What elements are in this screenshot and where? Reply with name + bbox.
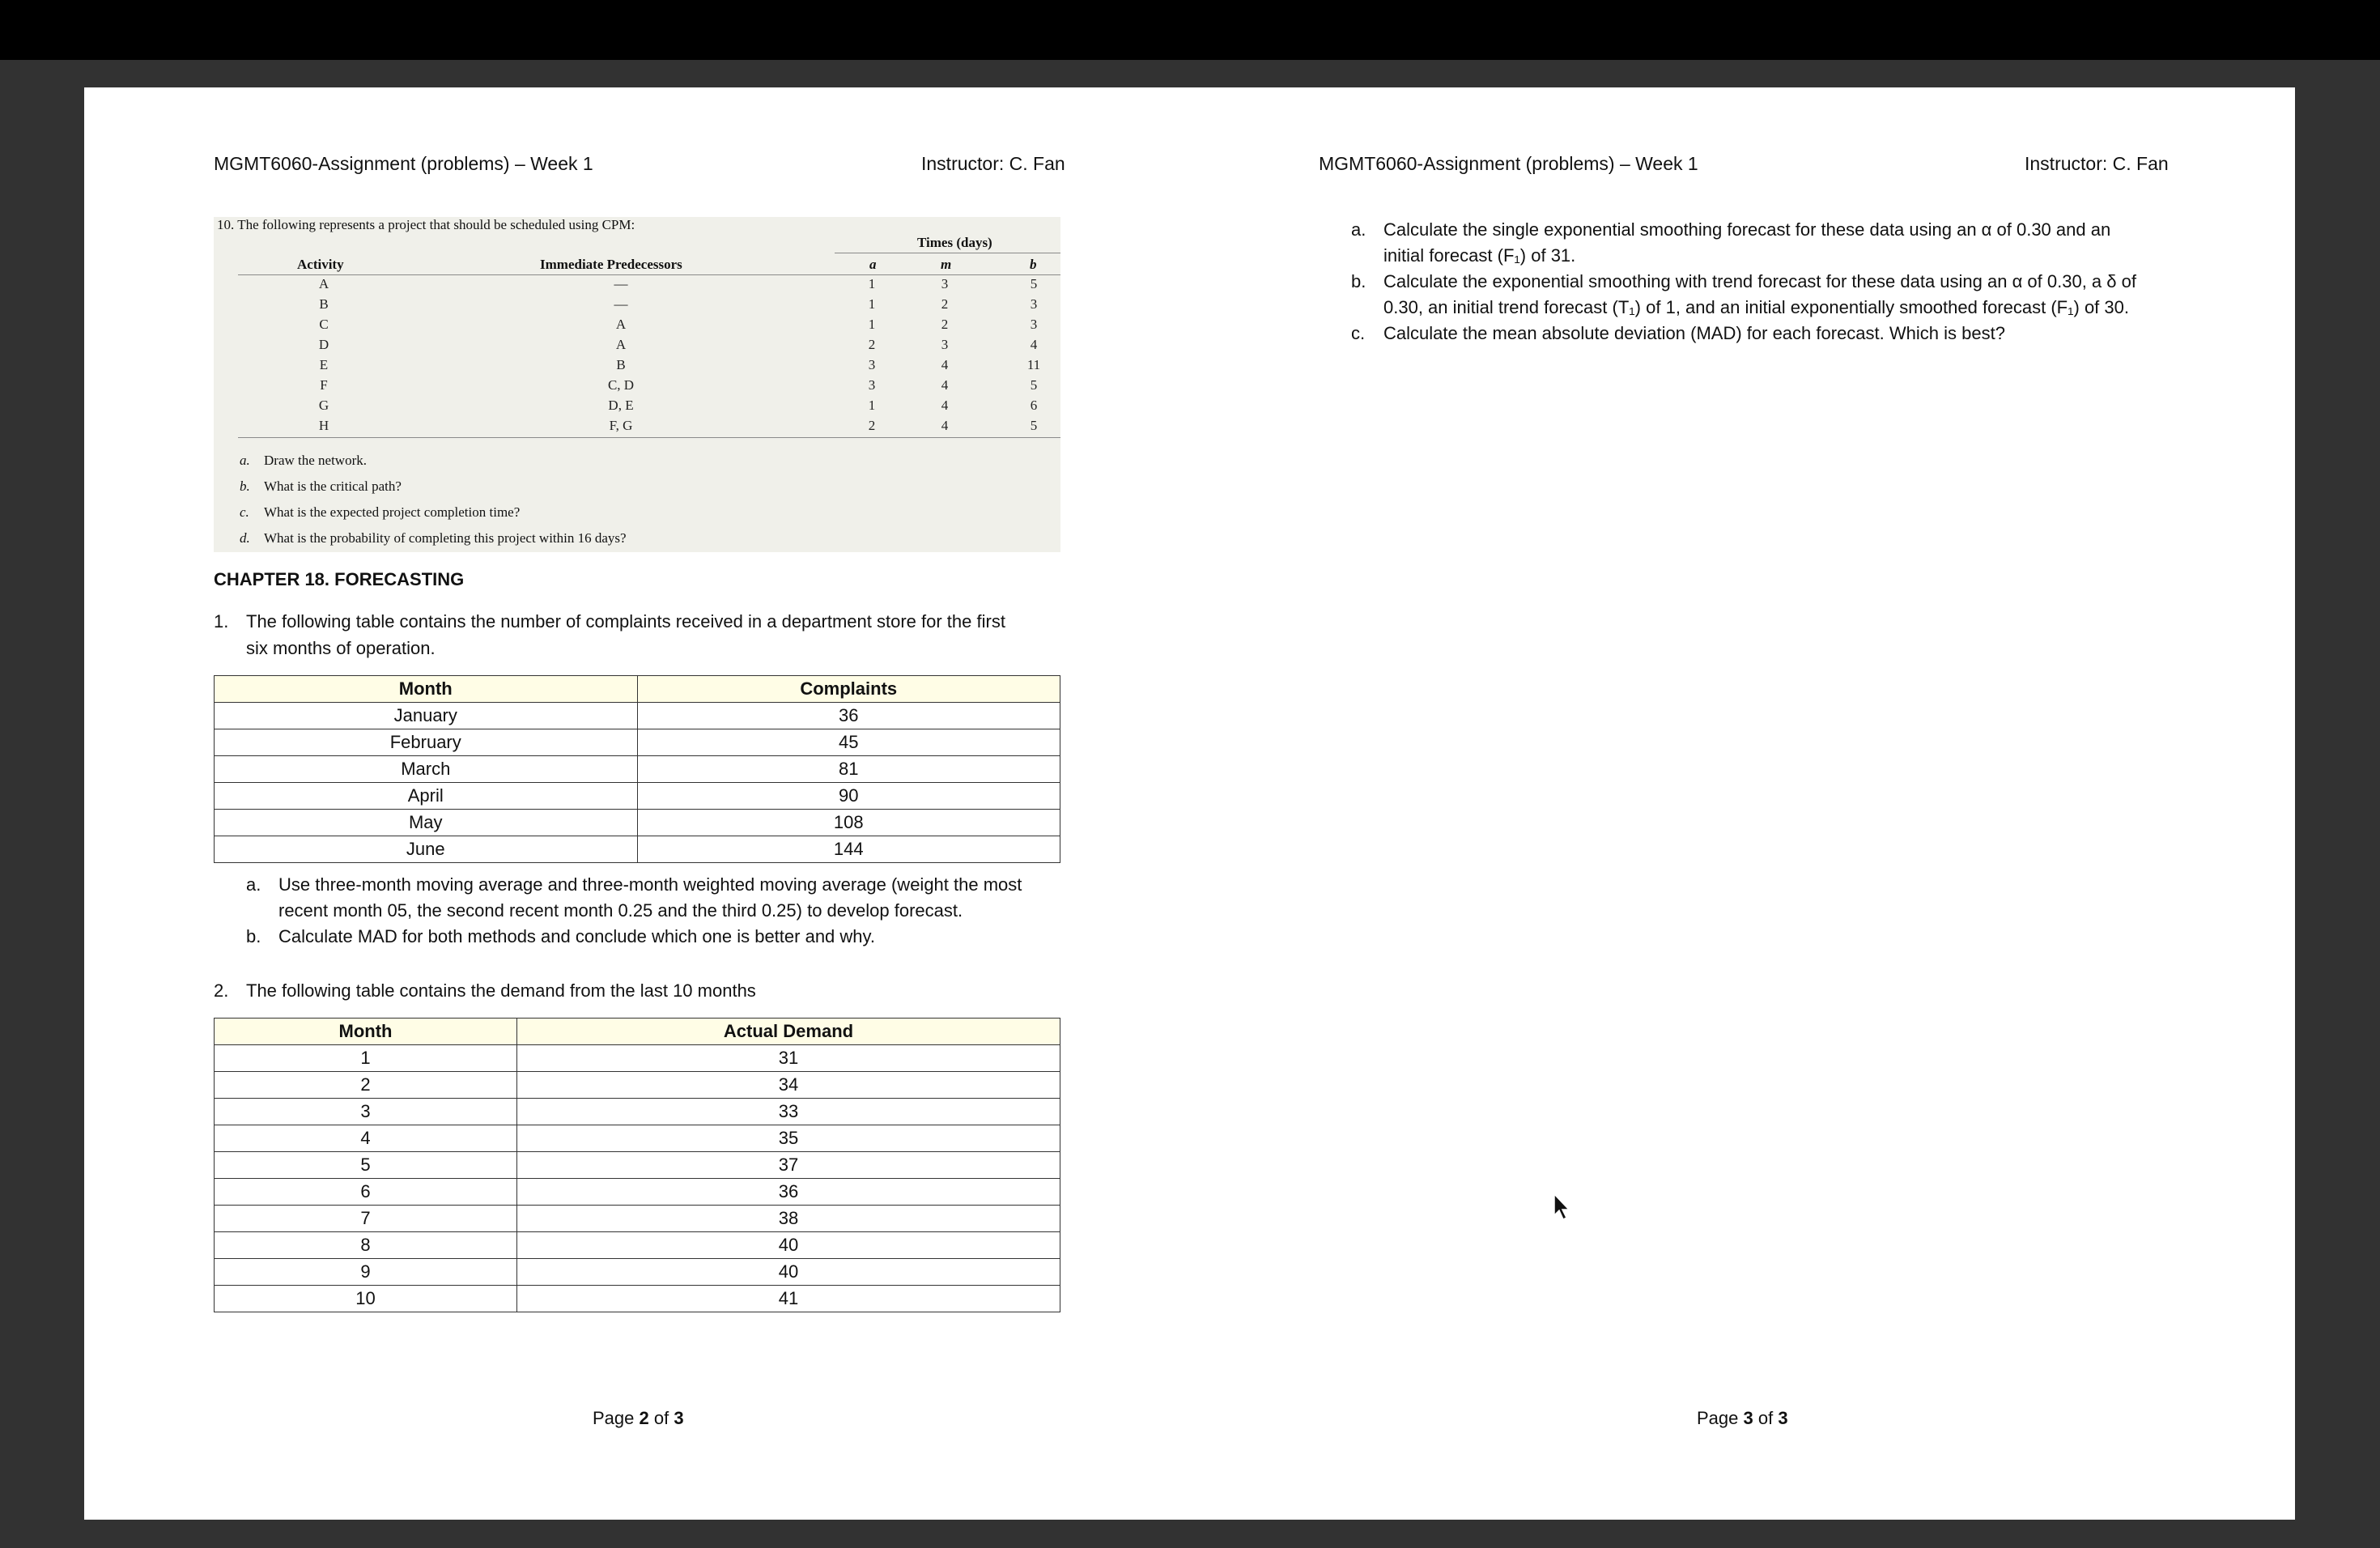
cpm-row: D A 2 3 4 [318, 337, 1038, 352]
table-row: 3 33 [215, 1099, 1060, 1125]
cpm-col-m: m [941, 257, 952, 272]
page3-questions [1351, 217, 2185, 347]
q1-number: 1. [214, 611, 229, 632]
col-complaints: Complaints [637, 676, 1060, 703]
page2-header-right: Instructor: C. Fan [921, 153, 1065, 174]
cpm-problem-image [214, 217, 1060, 552]
table-row: 8 40 [215, 1232, 1060, 1259]
table-header-row [215, 676, 1060, 703]
demand-table [214, 1018, 1060, 1312]
table-row: 9 40 [215, 1259, 1060, 1286]
cpm-times-header: Times (days) [917, 235, 992, 250]
table-row: 2 34 [215, 1072, 1060, 1099]
col-actual-demand: Actual Demand [517, 1019, 1060, 1045]
mouse-cursor-icon [1553, 1193, 1574, 1226]
cpm-col-a: a [869, 257, 877, 272]
table-row: March 81 [215, 756, 1060, 783]
q2-number: 2. [214, 980, 229, 1001]
cpm-col-b: b [1030, 257, 1037, 272]
page2-header-left: MGMT6060-Assignment (problems) – Week 1 [214, 153, 593, 174]
table-row: 10 41 [215, 1286, 1060, 1312]
cpm-intro: 10. The following represents a project that should be scheduled using CPM: [217, 217, 635, 232]
cpm-question: b. What is the critical path? [240, 478, 402, 494]
q1-sub-a: a. Use three-month moving average and three-month weighted moving average (weight the most recent month 05, the second recent month 0.25 and the third 0.25) to develop forecast. [246, 874, 1022, 921]
table-row: 1 31 [215, 1045, 1060, 1072]
top-black-bar [0, 0, 2380, 60]
q1-text: The following table contains the number of complaints received in a department store for the first six months of operation. [246, 611, 1005, 658]
page3-header-left: MGMT6060-Assignment (problems) – Week 1 [1319, 153, 1698, 174]
col-month: Month [215, 1019, 517, 1045]
q2-text: The following table contains the demand from the last 10 months [246, 980, 756, 1001]
chapter-title: CHAPTER 18. FORECASTING [214, 569, 465, 589]
cpm-row: G D, E 1 4 6 [318, 398, 1038, 413]
table-header-row [215, 1019, 1060, 1045]
cpm-row: F C, D 3 4 5 [320, 377, 1038, 393]
table-row: April 90 [215, 783, 1060, 810]
page3-question-a: a. Calculate the single exponential smoothing forecast for these data using an α of 0.30 and an initial forecast (F₁) of 31. [1351, 219, 2111, 266]
table-row: February 45 [215, 729, 1060, 756]
cpm-row: A — 1 3 5 [318, 276, 1038, 291]
cpm-row: E B 3 4 11 [319, 357, 1041, 372]
page3-question-b: b. Calculate the exponential smoothing with trend forecast for these data using an α of 0.30, a δ of 0.30, an initial trend forecast (T₁) of 1, and an initial exponentially smoothed forecast (F₁) of 30. [1351, 271, 2136, 317]
page3-question-c: c. Calculate the mean absolute deviation (MAD) for each forecast. Which is best? [1351, 323, 2005, 343]
cpm-col-predecessors: Immediate Predecessors [540, 257, 682, 272]
table-row: 6 36 [215, 1179, 1060, 1206]
col-month: Month [215, 676, 638, 703]
cpm-col-activity: Activity [297, 257, 344, 272]
cpm-row: C A 1 2 3 [319, 317, 1038, 332]
cpm-question: c. What is the expected project completion time? [240, 504, 521, 520]
page3-header-right: Instructor: C. Fan [2025, 153, 2169, 174]
cpm-question: d. What is the probability of completing this project within 16 days? [240, 530, 627, 546]
table-row: January 36 [215, 703, 1060, 729]
cpm-question: a. Draw the network. [240, 453, 367, 468]
table-row: May 108 [215, 810, 1060, 836]
cpm-row: H F, G 2 4 5 [318, 418, 1038, 433]
q1-subquestions [246, 872, 1072, 950]
q1-sub-b: b. Calculate MAD for both methods and conclude which one is better and why. [246, 926, 875, 946]
table-row: June 144 [215, 836, 1060, 863]
page2-footer: Page 2 of 3 [593, 1408, 684, 1428]
page3-footer: Page 3 of 3 [1697, 1408, 1788, 1428]
table-row: 7 38 [215, 1206, 1060, 1232]
complaints-table [214, 675, 1060, 863]
table-row: 5 37 [215, 1152, 1060, 1179]
cpm-row: B — 1 2 3 [319, 296, 1038, 312]
table-row: 4 35 [215, 1125, 1060, 1152]
